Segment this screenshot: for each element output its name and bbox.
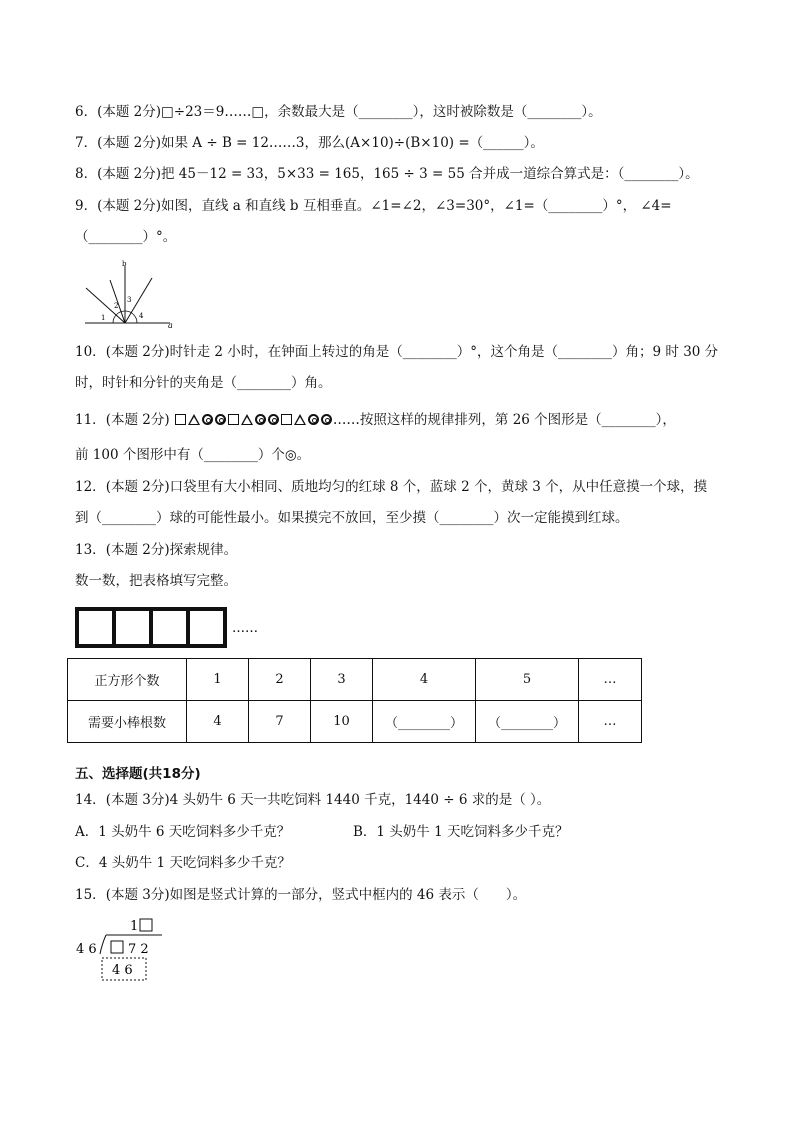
quotient-box	[140, 919, 152, 931]
table-cell: 5	[476, 659, 579, 701]
question-text: (本题 2分)时针走 2 小时，在钟面上转过的角是（________）°，这个角是（________）角；9 时 30 分	[105, 344, 719, 360]
table-cell: 10	[311, 701, 373, 743]
table-cell: 7	[249, 701, 311, 743]
label-2: 2	[114, 302, 119, 310]
question-text: (本题 3分)4 头奶牛 6 天一共吃饲料 1440 千克，1440 ÷ 6 求的是（ ）。	[105, 792, 551, 808]
question-number: 13．	[75, 542, 106, 558]
table-cell: 4	[187, 701, 249, 743]
question-number: 15．	[75, 887, 106, 903]
table-cell: 正方形个数	[68, 659, 187, 701]
table-cell: …	[579, 659, 642, 701]
triangle-icon	[241, 414, 253, 425]
label-b: b	[122, 260, 127, 268]
division-bracket	[100, 935, 106, 954]
question-text: （________）°。	[75, 229, 177, 245]
question-12-cont	[75, 508, 629, 528]
table-cell: 4	[373, 659, 476, 701]
question-text: ……按照这样的规律排列，第 26 个图形是（________），	[332, 412, 676, 428]
angle-figure	[80, 258, 180, 330]
option-c[interactable]: C．4 头奶牛 1 天吃饲料多少千克？	[75, 855, 291, 871]
question-text: (本题 2分)探索规律。	[105, 542, 238, 558]
long-division-figure	[74, 914, 174, 986]
question-number: 14．	[75, 792, 106, 808]
divisor: 4 6	[76, 942, 97, 957]
question-number: 11．	[75, 412, 106, 428]
table-row	[68, 659, 642, 701]
question-text: 时，时针和分针的夹角是（________）角。	[75, 375, 332, 391]
square-icon	[228, 414, 239, 425]
boxed-number: 4 6	[112, 963, 133, 978]
pattern-table	[67, 658, 642, 743]
question-text: 前 100 个图形中有（________）个◎。	[75, 447, 311, 463]
table-cell: 2	[249, 659, 311, 701]
question-8	[75, 164, 699, 184]
question-13	[75, 540, 237, 560]
matchstick-squares	[75, 606, 275, 650]
question-12	[75, 477, 707, 497]
ring-icon	[215, 414, 226, 425]
question-text: (本题 3分)如图是竖式计算的一部分，竖式中框内的 46 表示（ ）。	[105, 887, 527, 903]
label-a: a	[168, 321, 173, 330]
ring-icon	[321, 414, 332, 425]
question-text: 到（________）球的可能性最小。如果摸完不放回，至少摸（________）次一定能摸到红球。	[75, 510, 629, 526]
table-cell: 3	[311, 659, 373, 701]
question-11	[75, 410, 676, 430]
question-15	[75, 885, 526, 905]
question-text: (本题 2分)口袋里有大小相同、质地均匀的红球 8 个，蓝球 2 个，黄球 3 个，从中任意摸一个球，摸	[105, 479, 708, 495]
table-cell: …	[579, 701, 642, 743]
ring-icon	[308, 414, 319, 425]
question-number: 9．	[75, 198, 98, 214]
ring-icon	[255, 414, 266, 425]
question-9-cont	[75, 227, 176, 247]
table-cell: （________）	[373, 701, 476, 743]
question-13-cont	[75, 571, 237, 591]
ring-icon	[202, 414, 213, 425]
square-icon	[175, 414, 186, 425]
question-10-cont	[75, 373, 332, 393]
triangle-icon	[188, 414, 200, 425]
shape-pattern	[174, 412, 333, 428]
question-text: (本题 2分)□÷23＝9……□，余数最大是（________），这时被除数是（________）。	[97, 104, 602, 120]
table-cell: 1	[187, 659, 249, 701]
quotient-digit: 1	[130, 919, 139, 934]
question-7	[75, 133, 544, 153]
section-heading: 五、选择题(共18分)	[75, 766, 201, 782]
table-cell: （________）	[476, 701, 579, 743]
option-b[interactable]: B．1 头奶牛 1 天吃饲料多少千克？	[353, 824, 569, 840]
question-number: 10．	[75, 344, 106, 360]
question-text: (本题 2分)如果 A ÷ B = 12……3，那么(A×10)÷(B×10) =（______）。	[97, 135, 544, 151]
square-icon	[281, 414, 292, 425]
question-text: 数一数，把表格填写完整。	[75, 573, 237, 589]
question-10	[75, 342, 718, 362]
table-cell: 需要小棒根数	[68, 701, 187, 743]
question-text: (本题 2分)把 45－12 = 33，5×33 = 165，165 ÷ 3 = 55 合并成一道综合算式是：（________）。	[97, 166, 699, 182]
question-number: 8．	[75, 166, 98, 182]
question-number: 12．	[75, 479, 106, 495]
dividend-digits: 7 2	[128, 942, 149, 957]
question-number: 7．	[75, 135, 98, 151]
ellipsis: ……	[232, 621, 258, 636]
dividend-box	[111, 941, 123, 953]
label-1: 1	[101, 314, 106, 322]
triangle-icon	[294, 414, 306, 425]
question-number: 6．	[75, 104, 98, 120]
question-6	[75, 102, 602, 122]
option-a[interactable]: A．1 头奶牛 6 天吃饲料多少千克？	[75, 824, 291, 840]
question-14	[75, 790, 550, 810]
question-text: (本题 2分)	[105, 412, 170, 428]
question-text: (本题 2分)如图，直线 a 和直线 b 互相垂直。∠1=∠2，∠3=30°，∠1=（________）°， ∠4=	[97, 198, 672, 214]
label-4: 4	[139, 312, 144, 320]
question-11-cont	[75, 445, 310, 465]
ring-icon	[268, 414, 279, 425]
question-9	[75, 196, 672, 216]
label-3: 3	[127, 296, 132, 304]
table-row	[68, 701, 642, 743]
